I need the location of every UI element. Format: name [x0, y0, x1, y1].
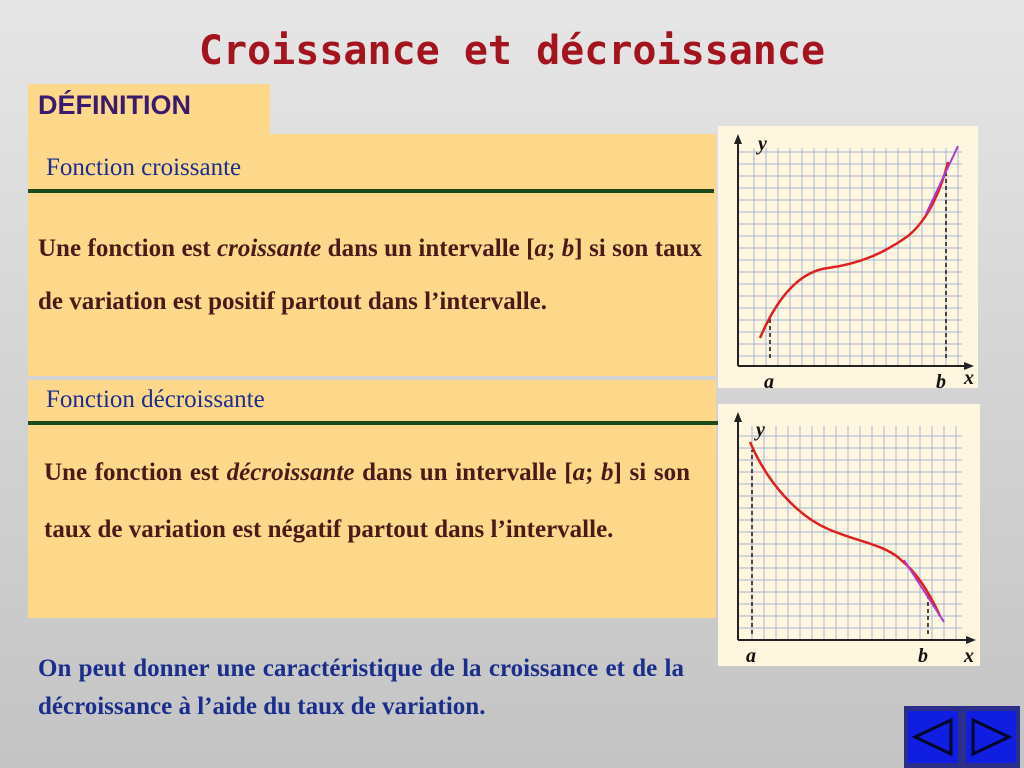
decreasing-var-b: b	[601, 459, 614, 486]
decreasing-text-part: Une fonction est	[44, 459, 227, 486]
slide-title: Croissance et décroissance	[198, 28, 826, 74]
decreasing-text-part: dans un intervalle [	[354, 459, 573, 486]
increasing-graph-b-label: b	[936, 371, 946, 388]
decreasing-term: décroissante	[226, 459, 355, 486]
decreasing-graph	[718, 404, 980, 666]
increasing-heading-rule	[28, 189, 714, 193]
increasing-heading: Fonction croissante	[46, 154, 242, 181]
definition-label: DÉFINITION	[38, 90, 191, 120]
decreasing-graph-x-label: x	[964, 645, 974, 666]
increasing-separator: ;	[547, 235, 562, 262]
decreasing-var-a: a	[572, 459, 586, 486]
increasing-graph-y-label: y	[758, 133, 767, 155]
increasing-term: croissante	[217, 235, 322, 262]
increasing-graph-a-label: a	[764, 371, 774, 388]
decreasing-graph-b-label: b	[918, 645, 928, 666]
decreasing-graph-svg	[718, 404, 980, 666]
increasing-graph-x-label: x	[964, 367, 974, 388]
increasing-graph-svg	[718, 126, 978, 388]
next-slide-button[interactable]	[966, 711, 1016, 763]
increasing-text-part: dans un intervalle [	[321, 235, 535, 262]
increasing-text-part: Une fonction est	[38, 235, 218, 262]
increasing-graph	[718, 126, 978, 388]
decreasing-heading: Fonction décroissante	[46, 386, 265, 413]
slide-navigation	[904, 706, 1020, 768]
increasing-var-a: a	[534, 235, 548, 262]
note-text: On peut donner une caractéristique de la croissance et de la décroissance à l’aide du taux de variation.	[38, 655, 684, 720]
decreasing-heading-rule	[28, 421, 718, 425]
decreasing-graph-a-label: a	[746, 645, 756, 666]
left-triangle-icon	[911, 717, 955, 757]
increasing-definition-text	[38, 222, 702, 328]
decreasing-text-part: ] si son taux de variation est négatif partout dans l’intervalle.	[44, 459, 690, 543]
increasing-var-b: b	[561, 235, 575, 262]
decreasing-graph-y-label: y	[756, 419, 765, 441]
decreasing-separator: ;	[585, 459, 602, 486]
increasing-text-part: ] si son taux de variation est positif partout dans l’intervalle.	[38, 235, 702, 315]
previous-slide-button[interactable]	[908, 711, 958, 763]
decreasing-definition-text	[44, 444, 690, 558]
right-triangle-icon	[969, 717, 1013, 757]
